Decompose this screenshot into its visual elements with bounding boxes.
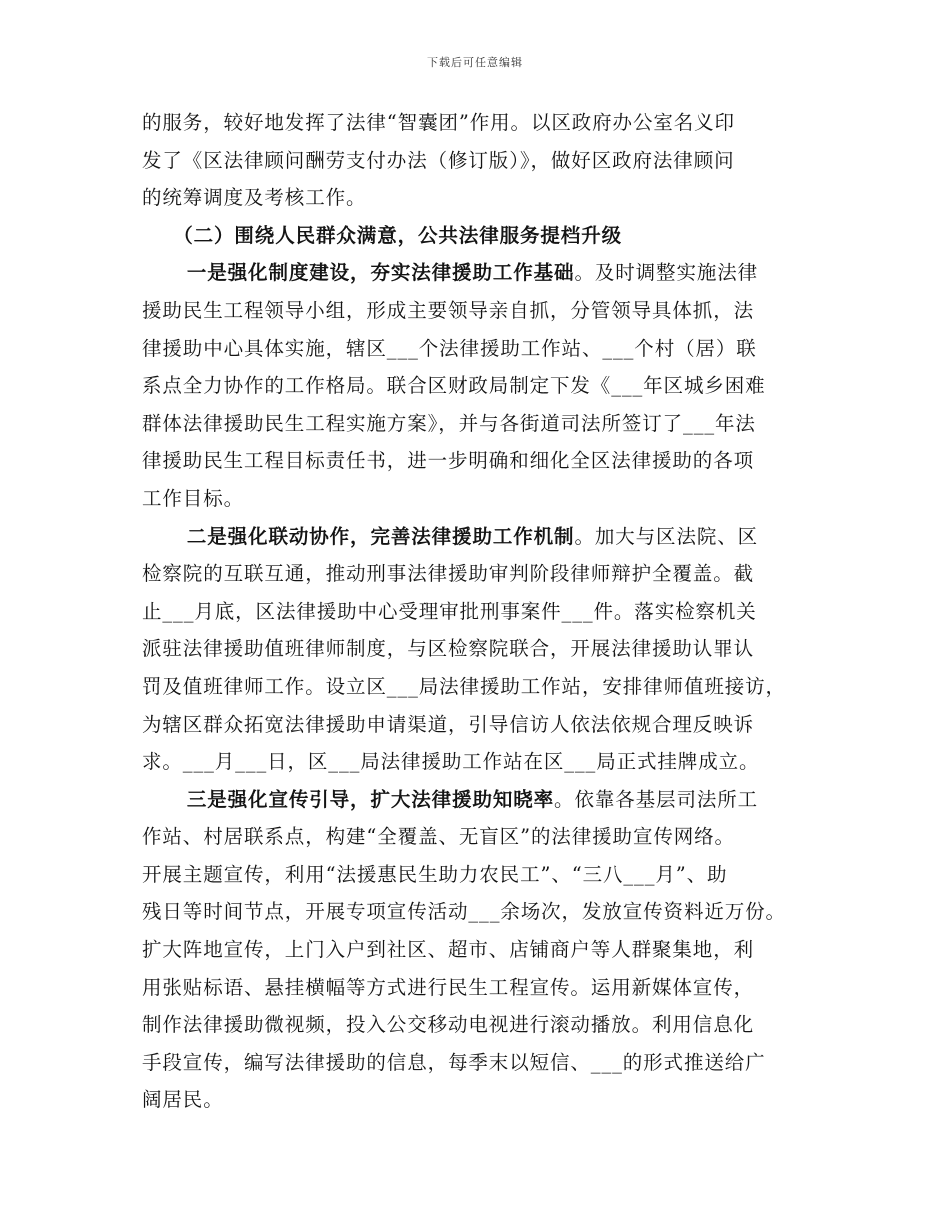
text-line: 罚及值班律师工作。设立区___局法律援助工作站，安排律师值班接访， bbox=[142, 674, 786, 698]
text-line bbox=[142, 254, 818, 292]
text-line: 系点全力协作的工作格局。联合区财政局制定下发《___年区城乡困难 bbox=[142, 374, 766, 398]
page-header: 下载后可任意编辑 bbox=[427, 56, 523, 69]
text-line: 检察院的互联互通，推动刑事法律援助审判阶段律师辩护全覆盖。截 bbox=[142, 562, 755, 586]
text-fragment: 。及时调整实施法律 bbox=[574, 261, 759, 285]
text-line: 群体法律援助民生工程实施方案》，并与各街道司法所签订了___年法 bbox=[142, 411, 756, 435]
text-line: 律援助中心具体实施，辖区___个法律援助工作站、___个村（居）联 bbox=[142, 336, 757, 360]
text-line: 制作法律援助微视频，投入公交移动电视进行滚动播放。利用信息化 bbox=[142, 1013, 755, 1037]
text-fragment: 。加大与区法院、区 bbox=[574, 524, 759, 548]
paragraph-publicity bbox=[142, 781, 818, 1119]
text-line bbox=[142, 781, 818, 819]
lead-phrase: 二是强化联动协作，完善法律援助工作机制 bbox=[186, 524, 575, 548]
text-line: 残日等时间节点，开展专项宣传活动___余场次，发放宣传资料近万份。 bbox=[142, 900, 786, 924]
text-line: 开展主题宣传，利用“法援惠民生助力农民工”、“三八___月”、助 bbox=[142, 862, 728, 886]
paragraph-linkage-cooperation bbox=[142, 518, 818, 781]
text-line: 作站、村居联系点，构建“全覆盖、无盲区”的法律援助宣传网络。 bbox=[142, 825, 735, 849]
text-fragment: 。依靠各基层司法所工 bbox=[554, 787, 759, 811]
lead-phrase: 一是强化制度建设，夯实法律援助工作基础 bbox=[186, 261, 575, 285]
text-line: 援助民生工程领导小组，形成主要领导亲自抓，分管领导具体抓，法 bbox=[142, 298, 755, 322]
text-line: 阔居民。 bbox=[142, 1088, 224, 1112]
text-line: 的服务，较好地发挥了法律“智囊团”作用。以区政府办公室名义印 bbox=[142, 111, 735, 134]
document-body bbox=[142, 104, 818, 1119]
text-line: 律援助民生工程目标责任书，进一步明确和细化全区法律援助的各项 bbox=[142, 449, 755, 473]
text-line: 工作目标。 bbox=[142, 486, 245, 510]
text-line: 派驻法律援助值班律师制度，与区检察院联合，开展法律援助认罪认 bbox=[142, 637, 755, 661]
text-line: 的统筹调度及考核工作。 bbox=[142, 186, 367, 210]
lead-phrase: 三是强化宣传引导，扩大法律援助知晓率 bbox=[186, 787, 555, 811]
text-line: 发了《区法律顾问酬劳支付办法（修订版）》，做好区政府法律顾问 bbox=[142, 148, 735, 172]
text-line: 手段宣传，编写法律援助的信息，每季末以短信、___的形式推送给广 bbox=[142, 1050, 766, 1074]
paragraph-legal-advisor bbox=[142, 104, 818, 217]
text-line: 止___月底，区法律援助中心受理审批刑事案件___件。落实检察机关 bbox=[142, 599, 757, 623]
text-line bbox=[142, 518, 818, 556]
section-heading: （二）围绕人民群众满意，公共法律服务提档升级 bbox=[173, 223, 622, 247]
paragraph-system-building bbox=[142, 254, 818, 517]
text-line: 扩大阵地宣传，上门入户到社区、超市、店铺商户等人群聚集地，利 bbox=[142, 938, 755, 962]
text-line: 为辖区群众拓宽法律援助申请渠道，引导信访人依法依规合理反映诉 bbox=[142, 712, 755, 736]
text-line: 用张贴标语、悬挂横幅等方式进行民生工程宣传。运用新媒体宣传， bbox=[142, 975, 755, 999]
text-line: 求。___月___日，区___局法律援助工作站在区___局正式挂牌成立。 bbox=[142, 750, 760, 774]
